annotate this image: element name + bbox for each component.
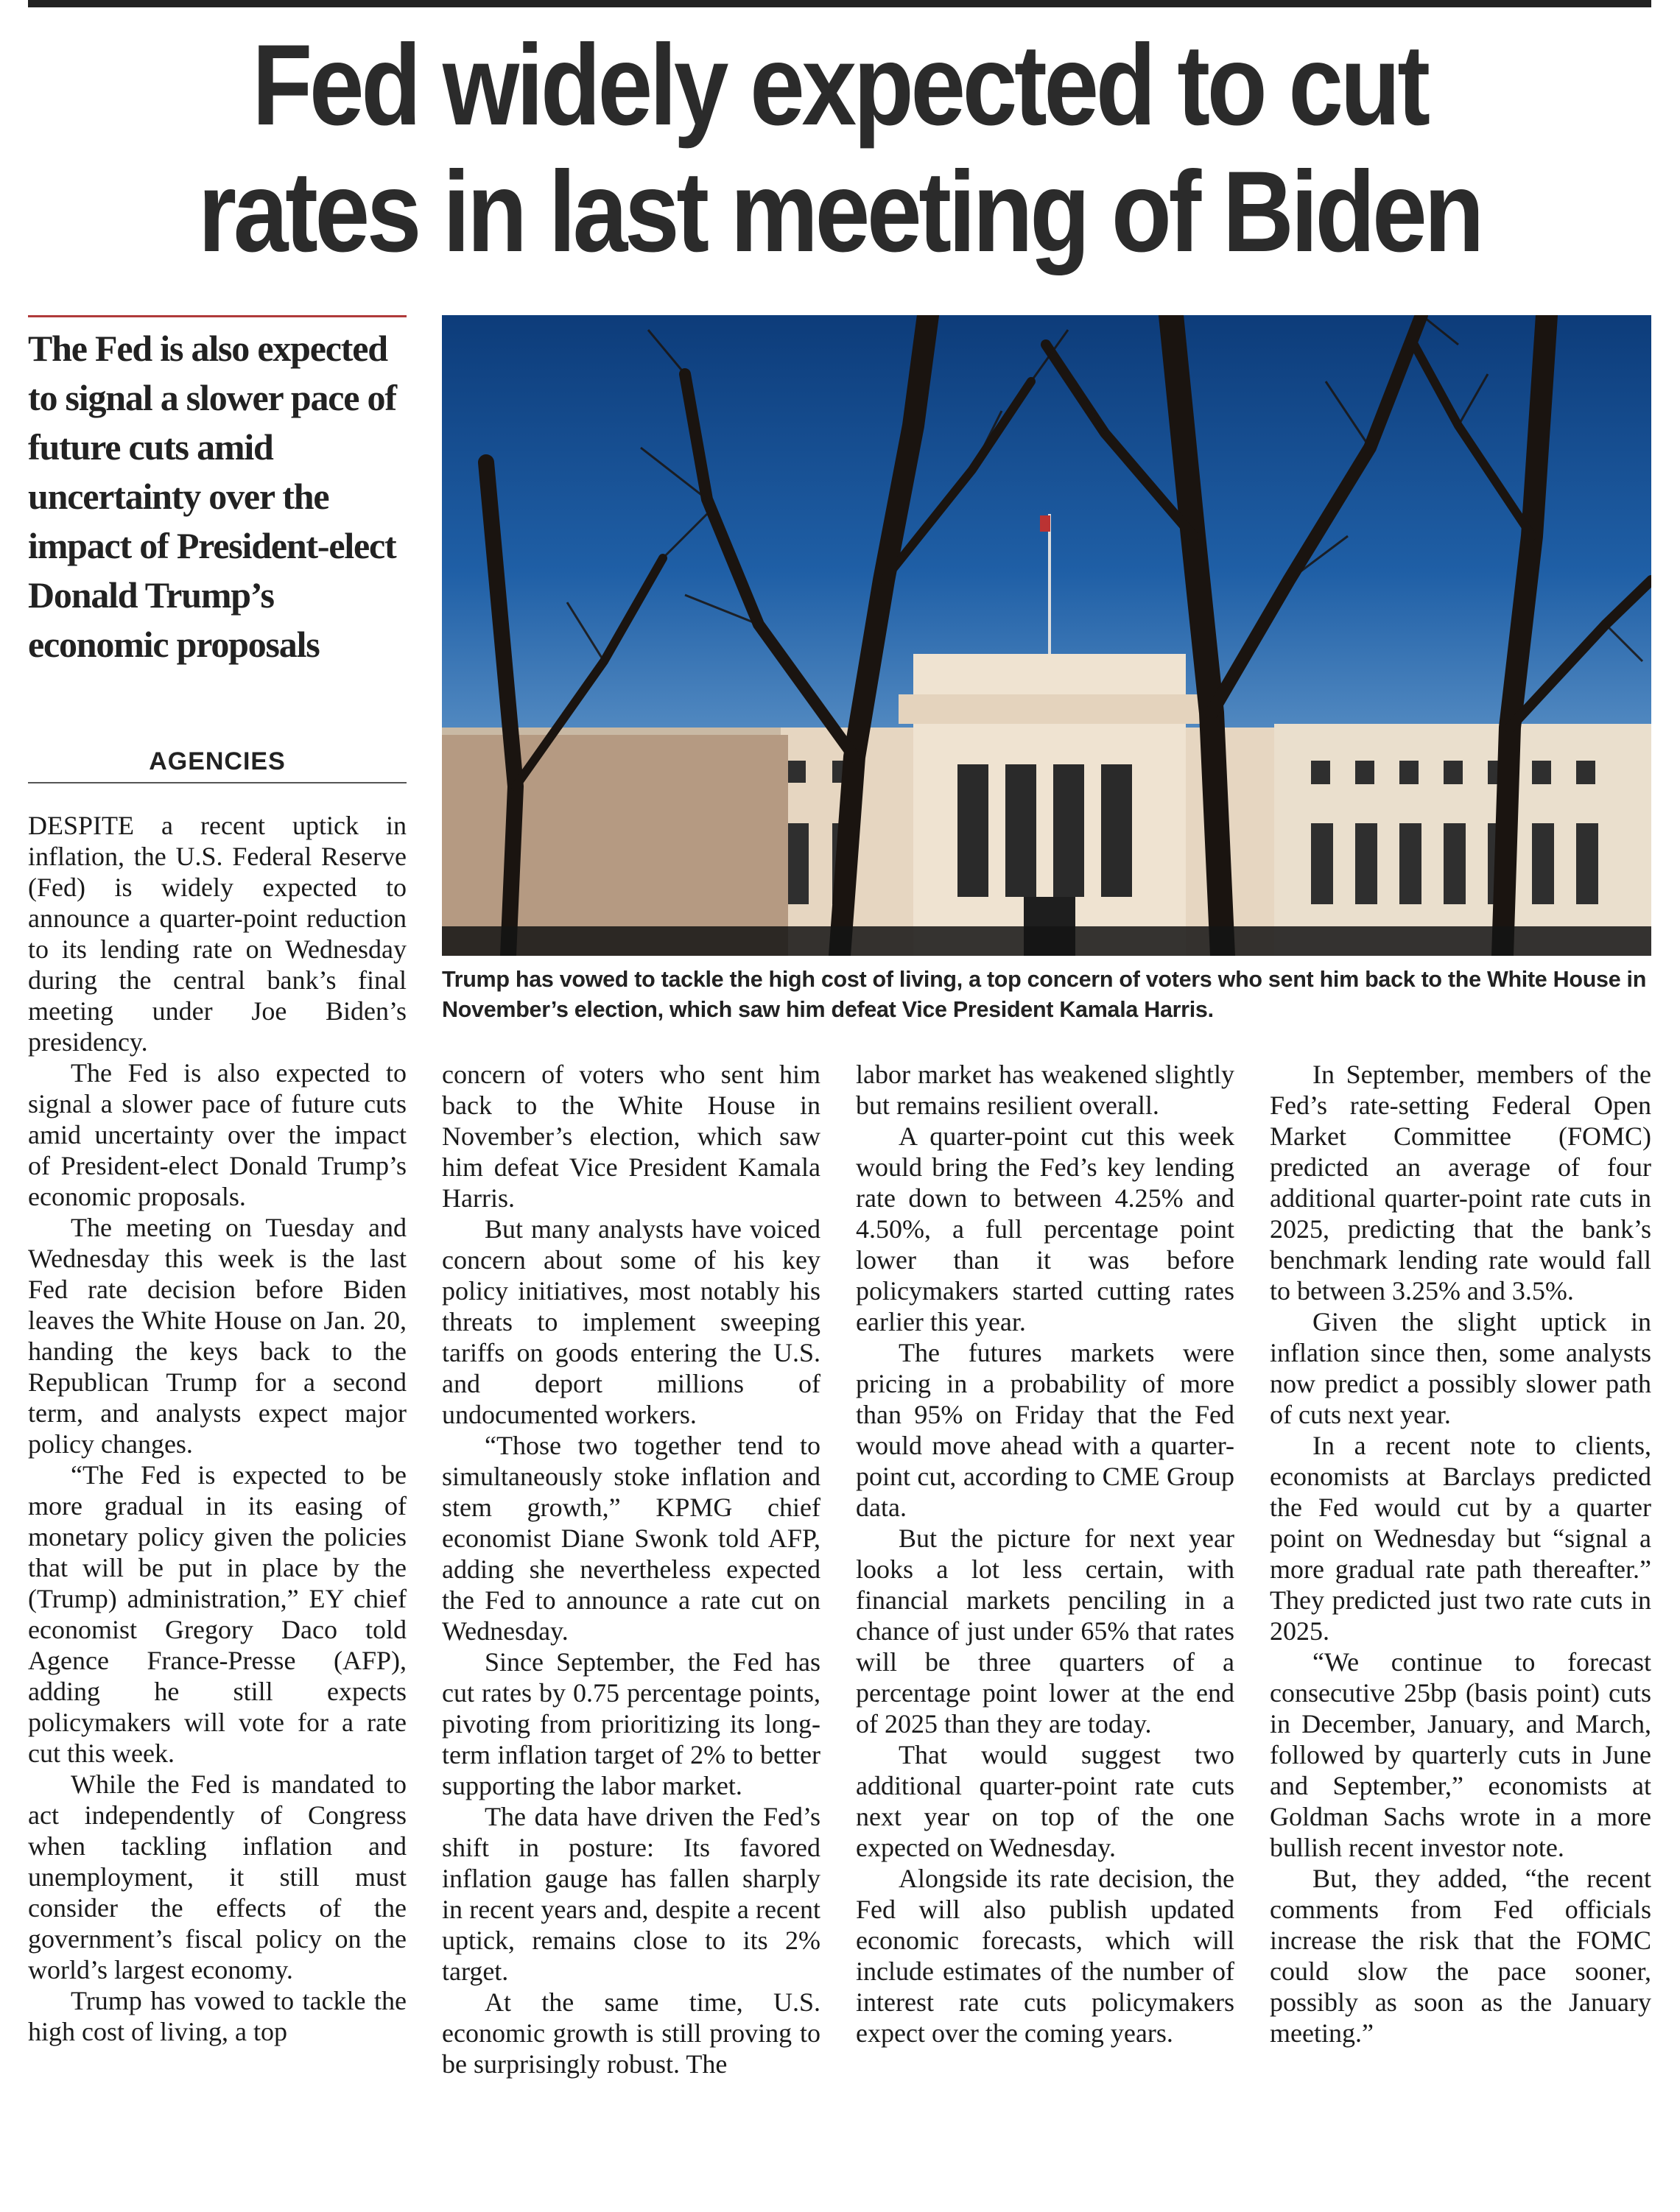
paragraph: DESPITE a recent uptick in inflation, the U.S. Federal Reserve (Fed) is widely expected to announce a quarter-point reduction to its lending rate on Wednesday during the central bank’s final meeting under Joe Biden’s presidency. xyxy=(28,811,407,1057)
paragraph: In a recent note to clients, economists at Barclays predicted the Fed would cut by a quarter point on Wednesday but “signal a more gradual rate path thereafter.” They predicted just two rate cuts in 2025. xyxy=(1270,1431,1651,1646)
paragraph: A quarter-point cut this week would bring the Fed’s key lending rate down to between 4.25% and 4.50%, a full percentage point lower than it was before policymakers started cutting rates earlier this year. xyxy=(856,1121,1234,1336)
deck-subheadline: The Fed is also expected to signal a slower pace of future cuts amid uncertainty over the impact of President-elect Donald Trump’s economic proposals xyxy=(28,328,396,665)
paragraph: “Those two together tend to simultaneously stoke inflation and stem growth,” KPMG chief economist Diane Swonk told AFP, adding she nevertheless expected the Fed to announce a rate cut on Wednesday. xyxy=(442,1431,820,1646)
paragraph: But many analysts have voiced concern about some of his key policy initiatives, most notably his threats to implement sweeping tariffs on goods entering the U.S. and deport millions of undocumented workers. xyxy=(442,1214,820,1429)
paragraph: Alongside its rate decision, the Fed will also publish updated economic forecasts, which will include estimates of the number of interest rate cuts policymakers expect over the coming years. xyxy=(856,1864,1234,2048)
paragraph: Given the slight uptick in inflation since then, some analysts now predict a possibly slower path of cuts next year. xyxy=(1270,1307,1651,1429)
photo-illustration xyxy=(442,315,1651,956)
headline: Fed widely expected to cut rates in last meeting of Biden xyxy=(197,21,1482,276)
paragraph: While the Fed is mandated to act independently of Congress when tackling inflation and unemployment, it still must consider the effects of the government’s fiscal policy on the world’s largest economy. xyxy=(28,1769,407,1984)
byline-rule xyxy=(28,782,407,783)
paragraph: But the picture for next year looks a lot less certain, with financial markets penciling in a chance of just under 65% that rates will be three quarters of a percentage point lower at the end of 2025 than they are today. xyxy=(856,1524,1234,1739)
federal-reserve-building-photo xyxy=(442,315,1651,956)
paragraph: “The Fed is expected to be more gradual in its easing of monetary policy given the policies that will be put in place by the (Trump) administration,” EY chief economist Gregory Daco told Agence France-Presse (AFP), adding he still expects policymakers will vote for a rate cut this week. xyxy=(28,1460,407,1768)
article-column-1 xyxy=(28,810,407,2047)
paragraph: “We continue to forecast consecutive 25bp (basis point) cuts in December, January, and March, followed by quarterly cuts in June and September,” economists at Goldman Sachs wrote in a more bullish recent investor note. xyxy=(1270,1647,1651,1862)
paragraph: Trump has vowed to tackle the high cost of living, a top xyxy=(28,1986,407,2046)
paragraph: The Fed is also expected to signal a slower pace of future cuts amid uncertainty over the impact of President-elect Donald Trump’s economic proposals. xyxy=(28,1058,407,1211)
paragraph: The meeting on Tuesday and Wednesday this week is the last Fed rate decision before Biden leaves the White House on Jan. 20, handing the keys back to the Republican Trump for a second term, and analysts expect major policy changes. xyxy=(28,1213,407,1459)
paragraph: But, they added, “the recent comments from Fed officials increase the risk that the FOMC could slow the pace sooner, possibly as soon as the January meeting.” xyxy=(1270,1864,1651,2048)
article-column-3 xyxy=(856,1059,1234,2049)
deck-rule xyxy=(28,315,407,317)
photo-caption: Trump has vowed to tackle the high cost of living, a top concern of voters who sent him back to the White House in November’s election, which saw him defeat Vice President Kamala Harris. xyxy=(442,967,1647,1022)
byline: AGENCIES xyxy=(149,747,286,775)
paragraph: labor market has weakened slightly but remains resilient overall. xyxy=(856,1060,1234,1120)
paragraph: Since September, the Fed has cut rates by 0.75 percentage points, pivoting from prioritizing its long-term inflation target of 2% to better supporting the labor market. xyxy=(442,1647,820,1800)
paragraph: The data have driven the Fed’s shift in posture: Its favored inflation gauge has fallen sharply in recent years and, despite a recent uptick, remains close to its 2% target. xyxy=(442,1802,820,1986)
paragraph: At the same time, U.S. economic growth is still proving to be surprisingly robust. The xyxy=(442,1987,820,2079)
paragraph: The futures markets were pricing in a probability of more than 95% on Friday that the Fed would move ahead with a quarter-point cut, according to CME Group data. xyxy=(856,1338,1234,1522)
article-column-4 xyxy=(1270,1059,1651,2049)
paragraph: That would suggest two additional quarter-point rate cuts next year on top of the one expected on Wednesday. xyxy=(856,1740,1234,1862)
article-column-2 xyxy=(442,1059,820,2079)
paragraph: concern of voters who sent him back to the White House in November’s election, which saw him defeat Vice President Kamala Harris. xyxy=(442,1060,820,1213)
top-rule xyxy=(28,0,1651,7)
paragraph: In September, members of the Fed’s rate-setting Federal Open Market Committee (FOMC) predicted an average of four additional quarter-point rate cuts in 2025, predicting that the bank’s benchmark lending rate would fall to between 3.25% and 3.5%. xyxy=(1270,1060,1651,1306)
